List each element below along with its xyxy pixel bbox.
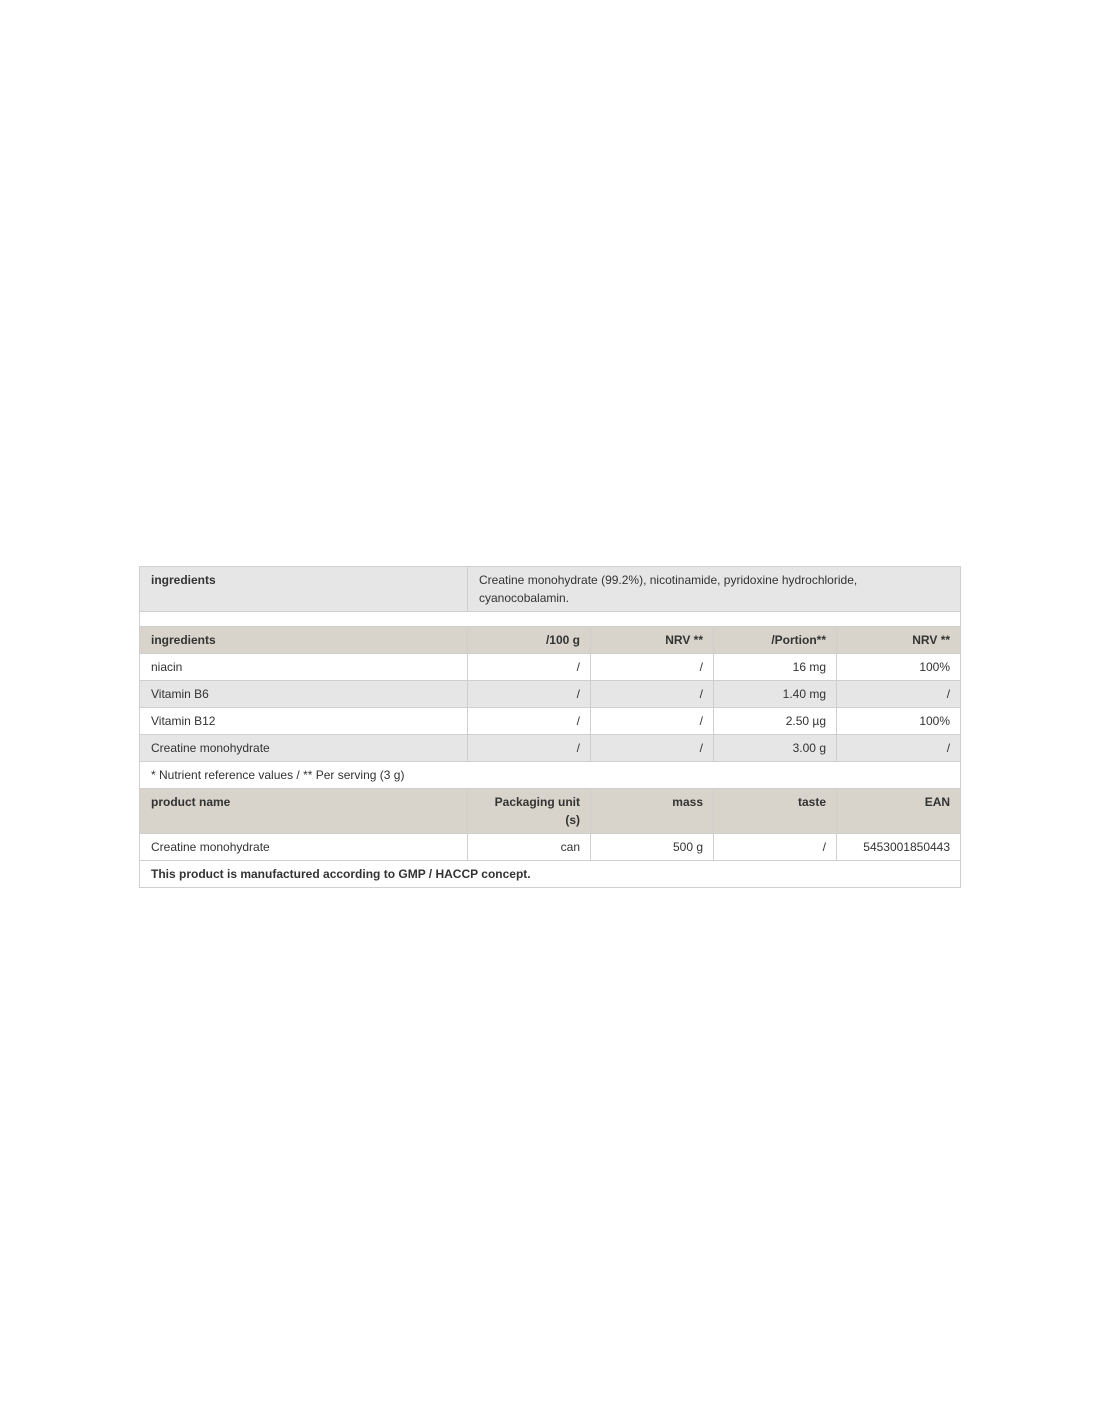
product-header-packaging: Packaging unit (s) [468,789,591,834]
nutrient-per100g: / [468,654,591,681]
footer-row [140,861,961,888]
nutrient-portion: 1.40 mg [714,681,837,708]
nutrition-header-portion: /Portion** [714,627,837,654]
nutrition-header-per100g: /100 g [468,627,591,654]
product-name: Creatine monohydrate [140,834,468,861]
nutrition-header-row [140,627,961,654]
nutrient-nrv: / [591,654,714,681]
product-ean: 5453001850443 [837,834,961,861]
ingredients-text: Creatine monohydrate (99.2%), nicotinamide, pyridoxine hydrochloride, cyanocobalamin. [468,567,961,612]
table-row [140,834,961,861]
ingredients-row [140,567,961,612]
nutrient-nrv: / [591,735,714,762]
product-header-taste: taste [714,789,837,834]
table-row [140,654,961,681]
nutrient-nrv-portion: 100% [837,654,961,681]
ingredients-label: ingredients [140,567,468,612]
nutrient-nrv-portion: / [837,681,961,708]
product-info-table [139,566,961,888]
nutrient-nrv: / [591,708,714,735]
nutrient-portion: 16 mg [714,654,837,681]
nutrition-footnote: * Nutrient reference values / ** Per serving (3 g) [140,762,961,789]
product-packaging: can [468,834,591,861]
nutrition-header-ingredients: ingredients [140,627,468,654]
gmp-haccp-note: This product is manufactured according to GMP / HACCP concept. [140,861,961,888]
nutrient-per100g: / [468,681,591,708]
product-header-ean: EAN [837,789,961,834]
product-header-row [140,789,961,834]
nutrient-per100g: / [468,735,591,762]
nutrition-header-nrv-portion: NRV ** [837,627,961,654]
nutrient-name: Vitamin B12 [140,708,468,735]
nutrient-name: niacin [140,654,468,681]
nutrient-portion: 2.50 µg [714,708,837,735]
nutrient-name: Creatine monohydrate [140,735,468,762]
footnote-row [140,762,961,789]
nutrition-header-nrv: NRV ** [591,627,714,654]
product-header-mass: mass [591,789,714,834]
product-header-name: product name [140,789,468,834]
table-row [140,735,961,762]
nutrient-nrv: / [591,681,714,708]
table-row [140,708,961,735]
nutrient-portion: 3.00 g [714,735,837,762]
nutrient-nrv-portion: 100% [837,708,961,735]
product-mass: 500 g [591,834,714,861]
nutrient-per100g: / [468,708,591,735]
spacer-row [140,612,961,627]
nutrient-nrv-portion: / [837,735,961,762]
product-taste: / [714,834,837,861]
table-row [140,681,961,708]
nutrient-name: Vitamin B6 [140,681,468,708]
